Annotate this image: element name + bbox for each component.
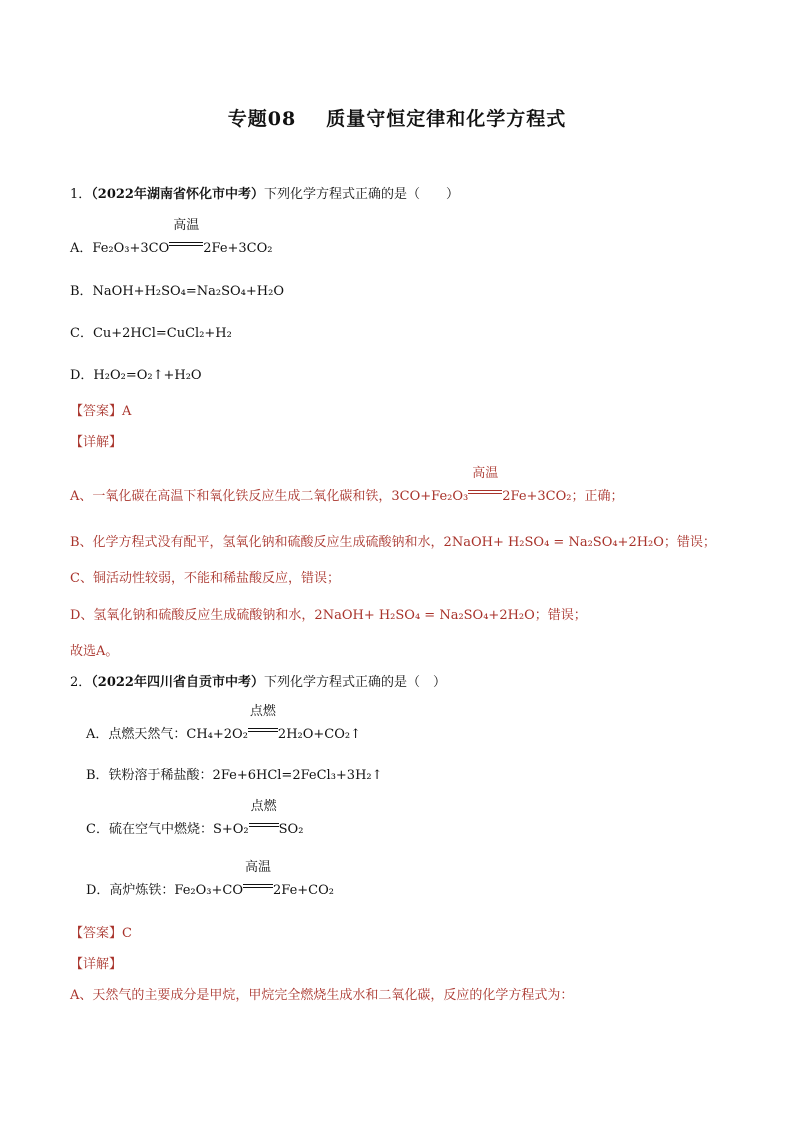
reaction-condition bbox=[249, 799, 279, 833]
reaction-condition bbox=[169, 218, 203, 252]
q1-explain-b: B、化学方程式没有配平，氢氧化钠和硫酸反应生成硫酸钠和水，2NaOH+ H₂SO₄ = Na₂SO₄+2H₂O；错误； bbox=[70, 535, 716, 550]
q2-c-left: C．硫在空气中燃烧：S+O₂ bbox=[86, 822, 249, 837]
q2-a-right: 2H₂O+CO₂↑ bbox=[277, 727, 361, 742]
condition-label: 点燃 bbox=[249, 704, 276, 719]
q2-number: 2． bbox=[70, 675, 92, 690]
equals-bar bbox=[249, 823, 279, 827]
equals-bar bbox=[169, 242, 203, 246]
equals-bar bbox=[468, 490, 502, 494]
q2-text: 下列化学方程式正确的是（ ） bbox=[263, 675, 446, 690]
condition-label: 高温 bbox=[472, 466, 499, 481]
q1-source: （2022年湖南省怀化市中考） bbox=[91, 187, 264, 202]
condition-label: 高温 bbox=[245, 860, 272, 875]
q2-detail-heading: 【详解】 bbox=[70, 957, 123, 972]
q1-answer: 【答案】A bbox=[70, 404, 132, 419]
q1-conclusion: 故选A。 bbox=[70, 644, 119, 659]
q1-exp-a-left: A、一氧化碳在高温下和氧化铁反应生成二氧化碳和铁，3CO+Fe₂O₃ bbox=[70, 489, 469, 504]
condition-label: 高温 bbox=[173, 218, 200, 233]
q1-explain-a bbox=[70, 466, 624, 506]
q1-exp-a-right: 2Fe+3CO₂；正确； bbox=[502, 489, 624, 504]
topic-name: 质量守恒定律和化学方程式 bbox=[326, 108, 567, 130]
topic-number: 专题08 bbox=[227, 108, 297, 130]
q2-c-right: SO₂ bbox=[278, 822, 304, 837]
q2-d-right: 2Fe+CO₂ bbox=[273, 883, 334, 898]
q1-detail-heading: 【详解】 bbox=[70, 435, 123, 450]
reaction-condition bbox=[468, 466, 502, 500]
q2-stem bbox=[70, 674, 446, 692]
reaction-condition bbox=[243, 860, 273, 894]
q1-option-d: D．H₂O₂=O₂↑+H₂O bbox=[70, 368, 202, 383]
q1-text: 下列化学方程式正确的是（ ） bbox=[263, 187, 459, 202]
q1-explain-c: C、铜活动性较弱，不能和稀盐酸反应，错误； bbox=[70, 571, 340, 586]
q2-option-c bbox=[86, 799, 304, 839]
q1-explain-d: D、氢氧化钠和硫酸反应生成硫酸钠和水，2NaOH+ H₂SO₄ = Na₂SO₄+2H₂O；错误； bbox=[70, 608, 587, 623]
q1-number: 1． bbox=[70, 187, 92, 202]
page-title bbox=[0, 104, 794, 131]
q2-explain-a: A、天然气的主要成分是甲烷，甲烷完全燃烧生成水和二氧化碳，反应的化学方程式为： bbox=[70, 988, 574, 1003]
q2-option-b: B．铁粉溶于稀盐酸：2Fe+6HCl=2FeCl₃+3H₂↑ bbox=[86, 768, 383, 783]
condition-label: 点燃 bbox=[250, 799, 277, 814]
q2-source: （2022年四川省自贡市中考） bbox=[91, 675, 264, 690]
q1-a-left: A．Fe₂O₃+3CO bbox=[70, 241, 170, 256]
equals-bar bbox=[243, 884, 273, 888]
q1-option-b: B．NaOH+H₂SO₄=Na₂SO₄+H₂O bbox=[70, 284, 284, 299]
q1-a-right: 2Fe+3CO₂ bbox=[203, 241, 273, 256]
reaction-condition bbox=[248, 704, 278, 738]
q2-option-a bbox=[86, 704, 361, 744]
q2-d-left: D．高炉炼铁：Fe₂O₃+CO bbox=[86, 883, 244, 898]
q1-option-a bbox=[70, 218, 273, 258]
q2-answer: 【答案】C bbox=[70, 926, 132, 941]
q1-stem bbox=[70, 186, 459, 204]
q1-option-c: C．Cu+2HCl=CuCl₂+H₂ bbox=[70, 326, 232, 341]
equals-bar bbox=[248, 728, 278, 732]
q2-option-d bbox=[86, 860, 334, 900]
q2-a-left: A．点燃天然气：CH₄+2O₂ bbox=[86, 727, 248, 742]
